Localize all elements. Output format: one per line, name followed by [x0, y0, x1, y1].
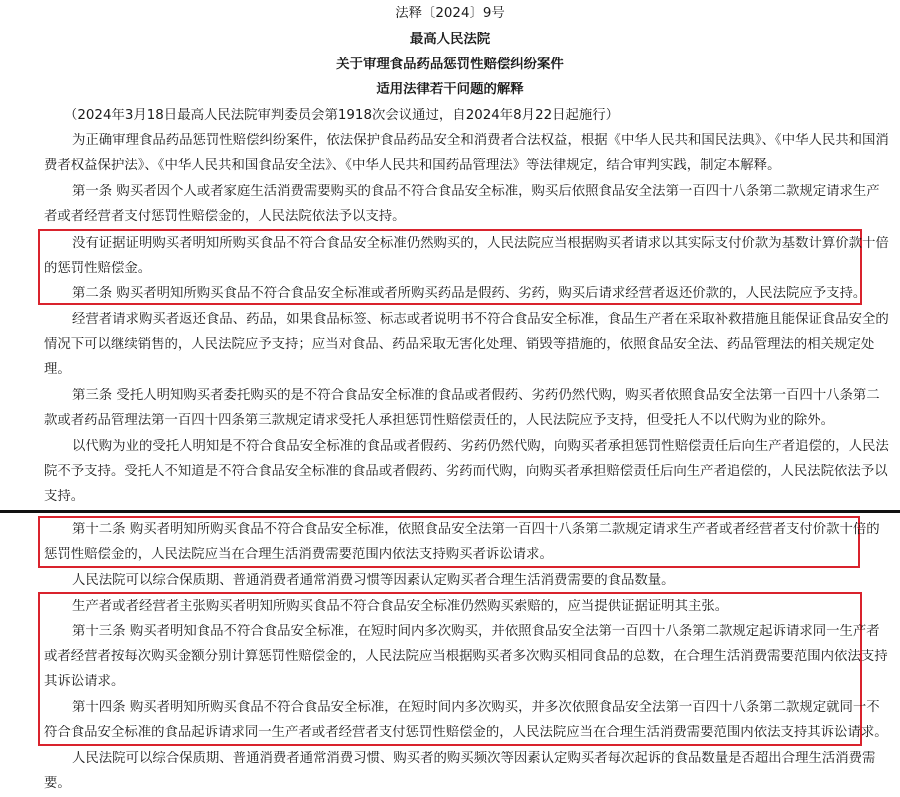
article-2b-line-3: 理。 [44, 362, 71, 377]
article-14b-line-1: 人民法院可以综合保质期、普通消费者通常消费习惯、购买者的购买频次等因素认定购买者每次起诉的食品数量是否超出合理生活消费需 [72, 751, 876, 766]
article-12b-line-1: 人民法院可以综合保质期、普通消费者通常消费习惯等因素认定购买者合理生活消费需要的食品数量。 [72, 573, 675, 588]
article-3b-line-2: 院不予支持。受托人不知道是不符合食品安全标准的食品或者假药、劣药而代购，向购买者承担赔偿责任后向生产者追偿的，人民法院依法予以 [44, 464, 888, 479]
article-12-line-1: 第十二条 购买者明知所购买食品不符合食品安全标准，依照食品安全法第一百四十八条第二款规定请求生产者或者经营者支付价款十倍的 [72, 522, 880, 537]
intro-line-1: 为正确审理食品药品惩罚性赔偿纠纷案件，依法保护食品药品安全和消费者合法权益，根据《中华人民共和国民法典》、《中华人民共和国消 [72, 133, 889, 148]
adoption-note: （2024年3月18日最高人民法院审判委员会第1918次会议通过，自2024年8月22日起施行） [64, 108, 620, 123]
article-3b-line-3: 支持。 [44, 489, 85, 504]
title-line-2: 适用法律若干问题的解释 [376, 82, 524, 97]
article-1-line-1: 第一条 购买者因个人或者家庭生活消费需要购买的食品不符合食品安全标准，购买后依照食品安全法第一百四十八条第二款规定请求生产 [72, 184, 880, 199]
article-2b-line-1: 经营者请求购买者返还食品、药品，如果食品标签、标志或者说明书不符合食品安全标准，食品生产者在采取补救措施且能保证食品安全的 [72, 312, 889, 327]
article-13-line-2: 或者经营者按每次购买金额分别计算惩罚性赔偿金的，人民法院应当根据购买者多次购买相同食品的总数，在合理生活消费需要范围内依法支持 [44, 649, 888, 664]
article-3b-line-1: 以代购为业的受托人明知是不符合食品安全标准的食品或者假药、劣药仍然代购，向购买者承担惩罚性赔偿责任后向生产者追偿的，人民法 [72, 439, 889, 454]
article-12-line-2: 惩罚性赔偿金的，人民法院应当在合理生活消费需要范围内依法支持购买者诉讼请求。 [44, 547, 553, 562]
article-12c-line-1: 生产者或者经营者主张购买者明知所购买食品不符合食品安全标准仍然购买索赔的，应当提供证据证明其主张。 [72, 599, 729, 614]
court-name: 最高人民法院 [409, 32, 491, 47]
intro-line-2: 费者权益保护法》、《中华人民共和国食品安全法》、《中华人民共和国药品管理法》等法律规定，结合审判实践，制定本解释。 [44, 158, 781, 173]
article-1b-line-2: 的惩罚性赔偿金。 [44, 261, 152, 276]
highlight-box-3 [38, 592, 862, 746]
article-14b-line-2: 要。 [44, 776, 71, 791]
title-line-1: 关于审理食品药品惩罚性赔偿纠纷案件 [336, 57, 564, 72]
article-3-line-2: 款或者药品管理法第一百四十四条第三款规定请求受托人承担惩罚性赔偿责任的，人民法院应予支持，但受托人不以代购为业的除外。 [44, 413, 835, 428]
section-divider [0, 510, 900, 513]
article-3-line-1: 第三条 受托人明知购买者委托购买的是不符合食品安全标准的食品或者假药、劣药仍然代购，购买者依照食品安全法第一百四十八条第二 [72, 388, 880, 403]
article-14-line-2: 符合食品安全标准的食品起诉请求同一生产者或者经营者支付惩罚性赔偿金的，人民法院应当在合理生活消费需要范围内依法支持其诉讼请求。 [44, 725, 888, 740]
article-2-line-1: 第二条 购买者明知所购买食品不符合食品安全标准或者所购买药品是假药、劣药，购买后请求经营者返还价款的，人民法院应予支持。 [72, 286, 867, 301]
article-2b-line-2: 情况下可以继续销售的，人民法院应予支持；应当对食品、药品采取无害化处理、销毁等措施的，依照食品安全法、药品管理法的相关规定处 [44, 337, 875, 352]
doc-number: 法释〔2024〕9号 [395, 6, 505, 21]
article-14-line-1: 第十四条 购买者明知所购买食品不符合食品安全标准，在短时间内多次购买，并多次依照食品安全法第一百四十八条第二款规定就同一不 [72, 700, 880, 715]
article-13-line-1: 第十三条 购买者明知食品不符合食品安全标准，在短时间内多次购买，并依照食品安全法第一百四十八条第二款规定起诉请求同一生产者 [72, 624, 880, 639]
article-13-line-3: 其诉讼请求。 [44, 674, 125, 689]
article-1-line-2: 者或者经营者支付惩罚性赔偿金的，人民法院依法予以支持。 [44, 209, 406, 224]
article-1b-line-1: 没有证据证明购买者明知所购买食品不符合食品安全标准仍然购买的，人民法院应当根据购买者请求以其实际支付价款为基数计算价款十倍 [72, 236, 889, 251]
